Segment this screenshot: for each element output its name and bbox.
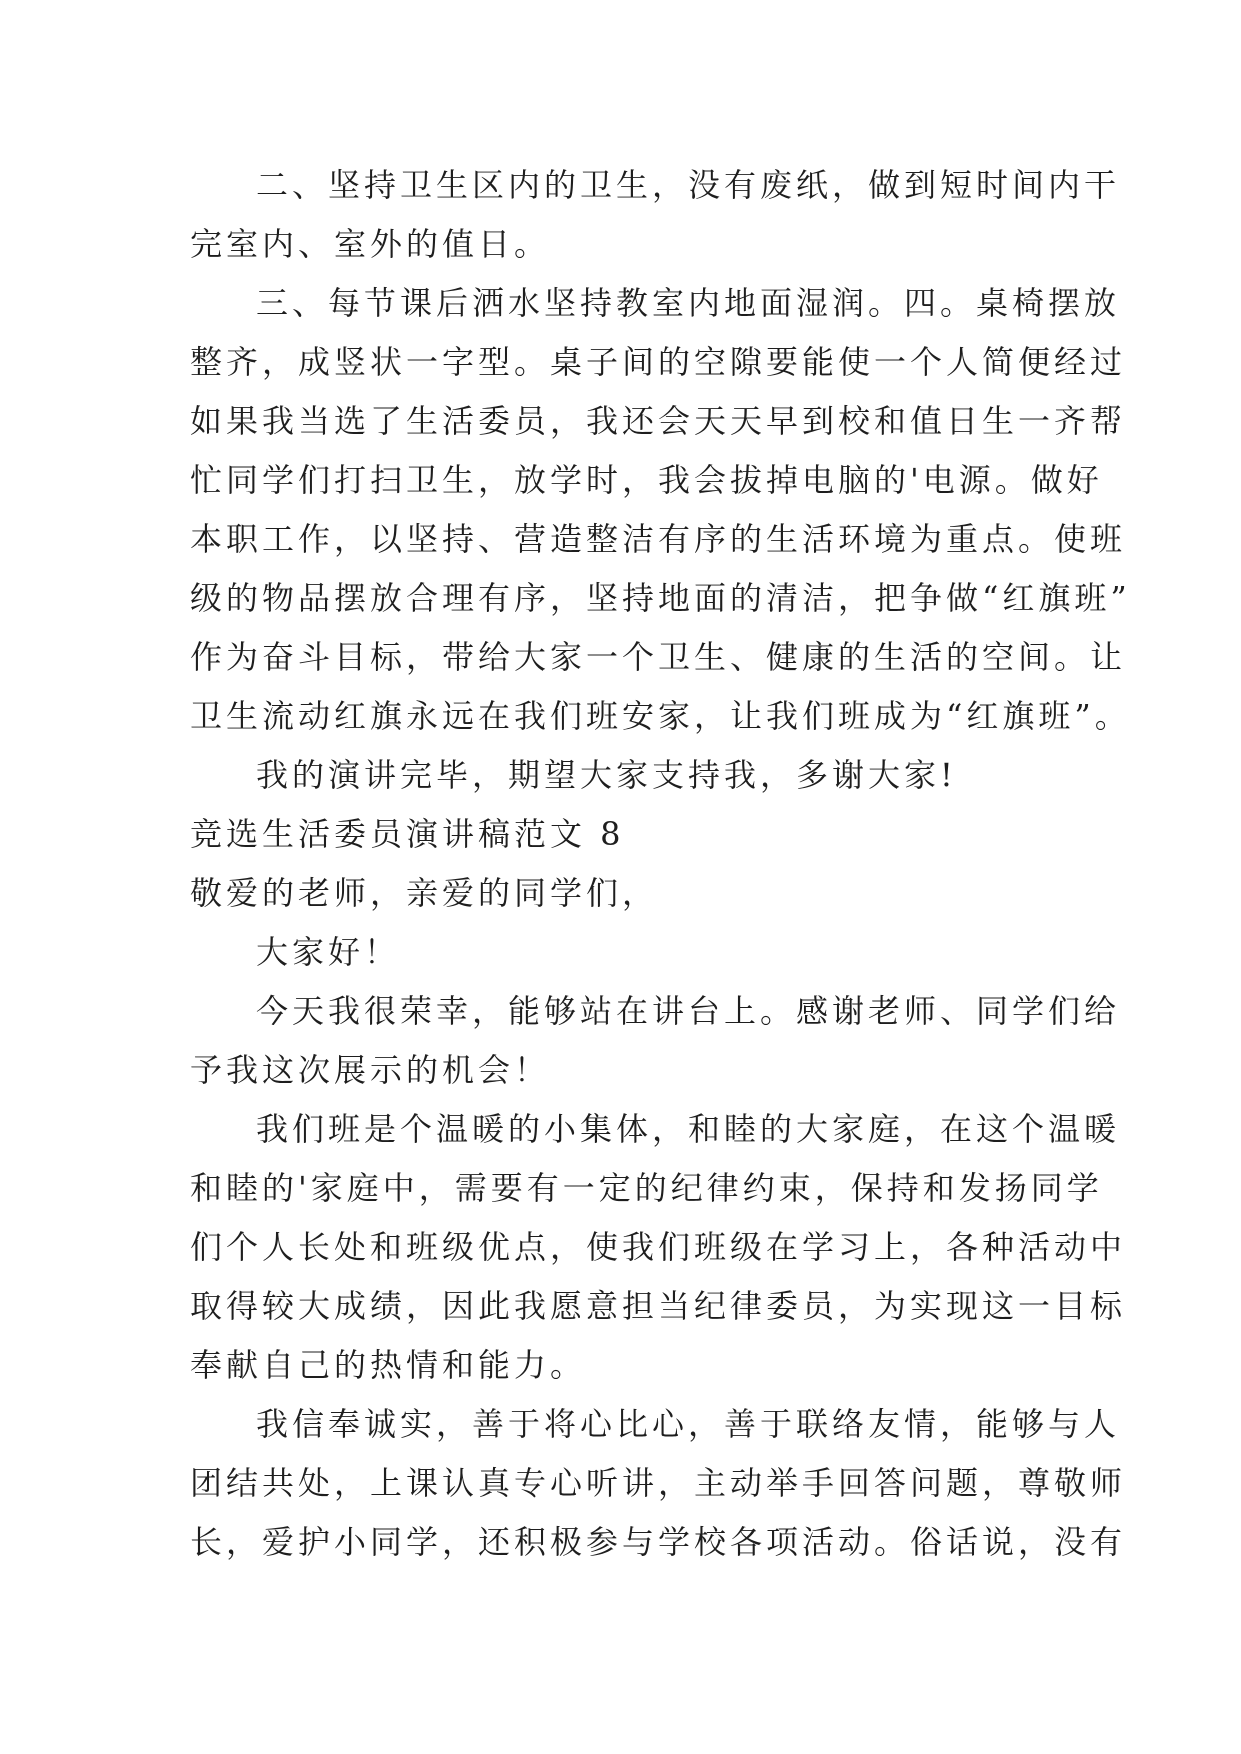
salutation: 敬爱的老师，亲爱的同学们，: [190, 874, 659, 912]
text-line: 们个人长处和班级优点，使我们班级在学习上，各种活动中: [190, 1228, 1127, 1266]
text-line: 团结共处，上课认真专心听讲，主动举手回答问题，尊敬师: [190, 1464, 1127, 1502]
text-line: 级的物品摆放合理有序，坚持地面的清洁，把争做“红旗班”: [190, 579, 1131, 617]
text-line: 取得较大成绩，因此我愿意担当纪律委员，为实现这一目标: [190, 1287, 1127, 1325]
text-line: 如果我当选了生活委员，我还会天天早到校和值日生一齐帮: [190, 402, 1127, 440]
text-line: 作为奋斗目标，带给大家一个卫生、健康的生活的空间。让: [190, 638, 1127, 676]
text-line: 完室内、室外的值日。: [190, 225, 551, 263]
section-heading: 竞选生活委员演讲稿范文 8: [190, 815, 625, 853]
text-line: 三、每节课后洒水坚持教室内地面湿润。四。桌椅摆放: [256, 284, 1121, 322]
text-line: 奉献自己的热情和能力。: [190, 1346, 587, 1384]
greeting: 大家好！: [256, 933, 401, 971]
text-line: 卫生流动红旗永远在我们班安家，让我们班成为“红旗班”。: [190, 697, 1131, 735]
text-line: 我们班是个温暖的小集体，和睦的大家庭，在这个温暖: [256, 1110, 1121, 1148]
text-line: 我信奉诚实，善于将心比心，善于联络友情，能够与人: [256, 1405, 1121, 1443]
text-line: 忙同学们打扫卫生，放学时，我会拔掉电脑的'电源。做好: [190, 461, 1103, 499]
text-line: 本职工作，以坚持、营造整洁有序的生活环境为重点。使班: [190, 520, 1127, 558]
text-line: 二、坚持卫生区内的卫生，没有废纸，做到短时间内干: [256, 166, 1121, 204]
text-line: 和睦的'家庭中，需要有一定的纪律约束，保持和发扬同学: [190, 1169, 1103, 1207]
text-line: 我的演讲完毕，期望大家支持我，多谢大家!: [256, 756, 957, 794]
text-line: 予我这次展示的机会！: [190, 1051, 551, 1089]
text-line: 今天我很荣幸，能够站在讲台上。感谢老师、同学们给: [256, 992, 1121, 1030]
text-line: 整齐，成竖状一字型。桌子间的空隙要能使一个人简便经过: [190, 343, 1127, 381]
text-line: 长，爱护小同学，还积极参与学校各项活动。俗话说，没有: [190, 1523, 1127, 1561]
document-body: [190, 156, 1131, 1572]
